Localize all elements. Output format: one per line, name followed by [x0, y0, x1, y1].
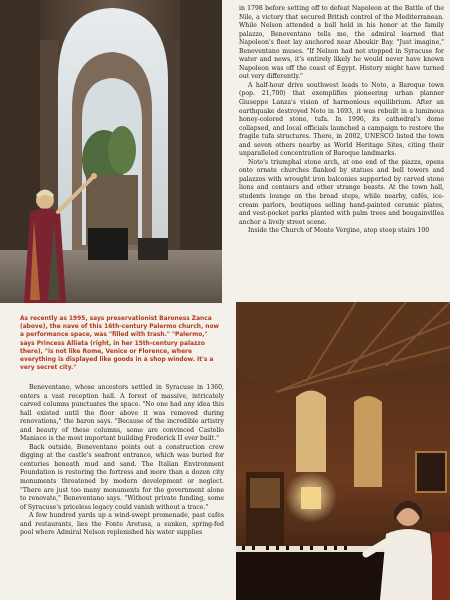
paragraph: A half-hour drive southwest leads to Noto, a Baroque town (pop. 21,700) that exemplifies pioneering urban planner Giuseppe Lanza's vision of harmonious equilibrium. After an earthquake destroyed Noto in 1693, it was rebuilt in a luminous honey-colored stone, tufa. In 1996, its cathedral's dome collapsed, and local officials launched a campaign to restore the fragile tufa structures. There, in 2002, UNESCO listed the town and seven others nearby as World Heritage Sites, citing their unparalleled concentration of Baroque landmarks.: [239, 81, 444, 158]
paragraph: Inside the Church of Monte Vergine, atop steep stairs 100: [248, 227, 430, 235]
paragraph: A few hundred yards up a wind-swept promenade, past cafés and restaurants, lies the Fonte Aretusa, a sunken, spring-fed pool where Admiral Nelson replenished his water supplies: [20, 512, 224, 537]
article-column-right: [239, 5, 444, 236]
church-nave-illustration: [0, 0, 222, 303]
paragraph: Back outside, Beneventano points out a construction crew digging at the castle's seafront entrance, which was buried for centuries beneath mud and sand. The Italian Environment Foundation is restoring the fortress and more than a dozen city monuments threatened by modern development or neglect. "There are just too many monuments for the government alone to renovate," Beneventano says. "Without private funding, some of Syracuse's priceless legacy could vanish without a trace.": [20, 443, 224, 511]
photo-caption: As recently as 1995, says preservationist Baroness Zanca (above), the nave of this 16th-century Palermo church, now a performance space, was "filled with trash." "Palermo," says Princess Alliata (right, in her 15th-century palazzo there), "is not like Rome, Venice or Florence, where everything is displayed like goods in a shop window. It's a very secret city.": [20, 316, 219, 372]
church-nave-photo: [0, 0, 222, 303]
palazzo-interior-illustration: [236, 302, 450, 600]
article-column-left: [20, 384, 224, 538]
paragraph: in 1798 before setting off to defeat Napoleon at the Battle of the Nile, a victory that secured British control of the Mediterranean. While Nelson attended a ball held in his honor at the family palazzo, Beneventano tells me, the admiral learned that Napoleon's fleet lay anchored near Aboukir Bay. "Just imagine," Beneventano muses. "If Nelson had not stopped in Syracuse for water and news, it's entirely likely he would never have known Napoleon was off the coast of Egypt. History might have turned out very differently.": [239, 5, 444, 81]
palazzo-interior-photo: [236, 302, 450, 600]
paragraph: Beneventano, whose ancestors settled in Syracuse in 1360, enters a vast reception hall. A forest of massive, intricately carved columns punctuates the space. "No one had any idea this hall existed until the floor above it was removed during renovations," the baron says. "Because of the incredible artistry and beauty of these columns, some are convinced Castello Maniace is the most important building Frederick II ever built.": [20, 384, 224, 443]
paragraph: Noto's triumphal stone arch, at one end of the piazza, opens onto ornate churches flanked by statues and bell towers and palazzos with wrought iron balconies supported by carved stone lions and centaurs and other strange beasts. At the town hall, students lounge on the broad steps, while nearby, cafés, ice-cream parlors, boutiques selling hand-painted ceramic plates, and vest-pocket parks planted with palm trees and bougainvillea anchor a lively street scene.: [239, 158, 444, 226]
